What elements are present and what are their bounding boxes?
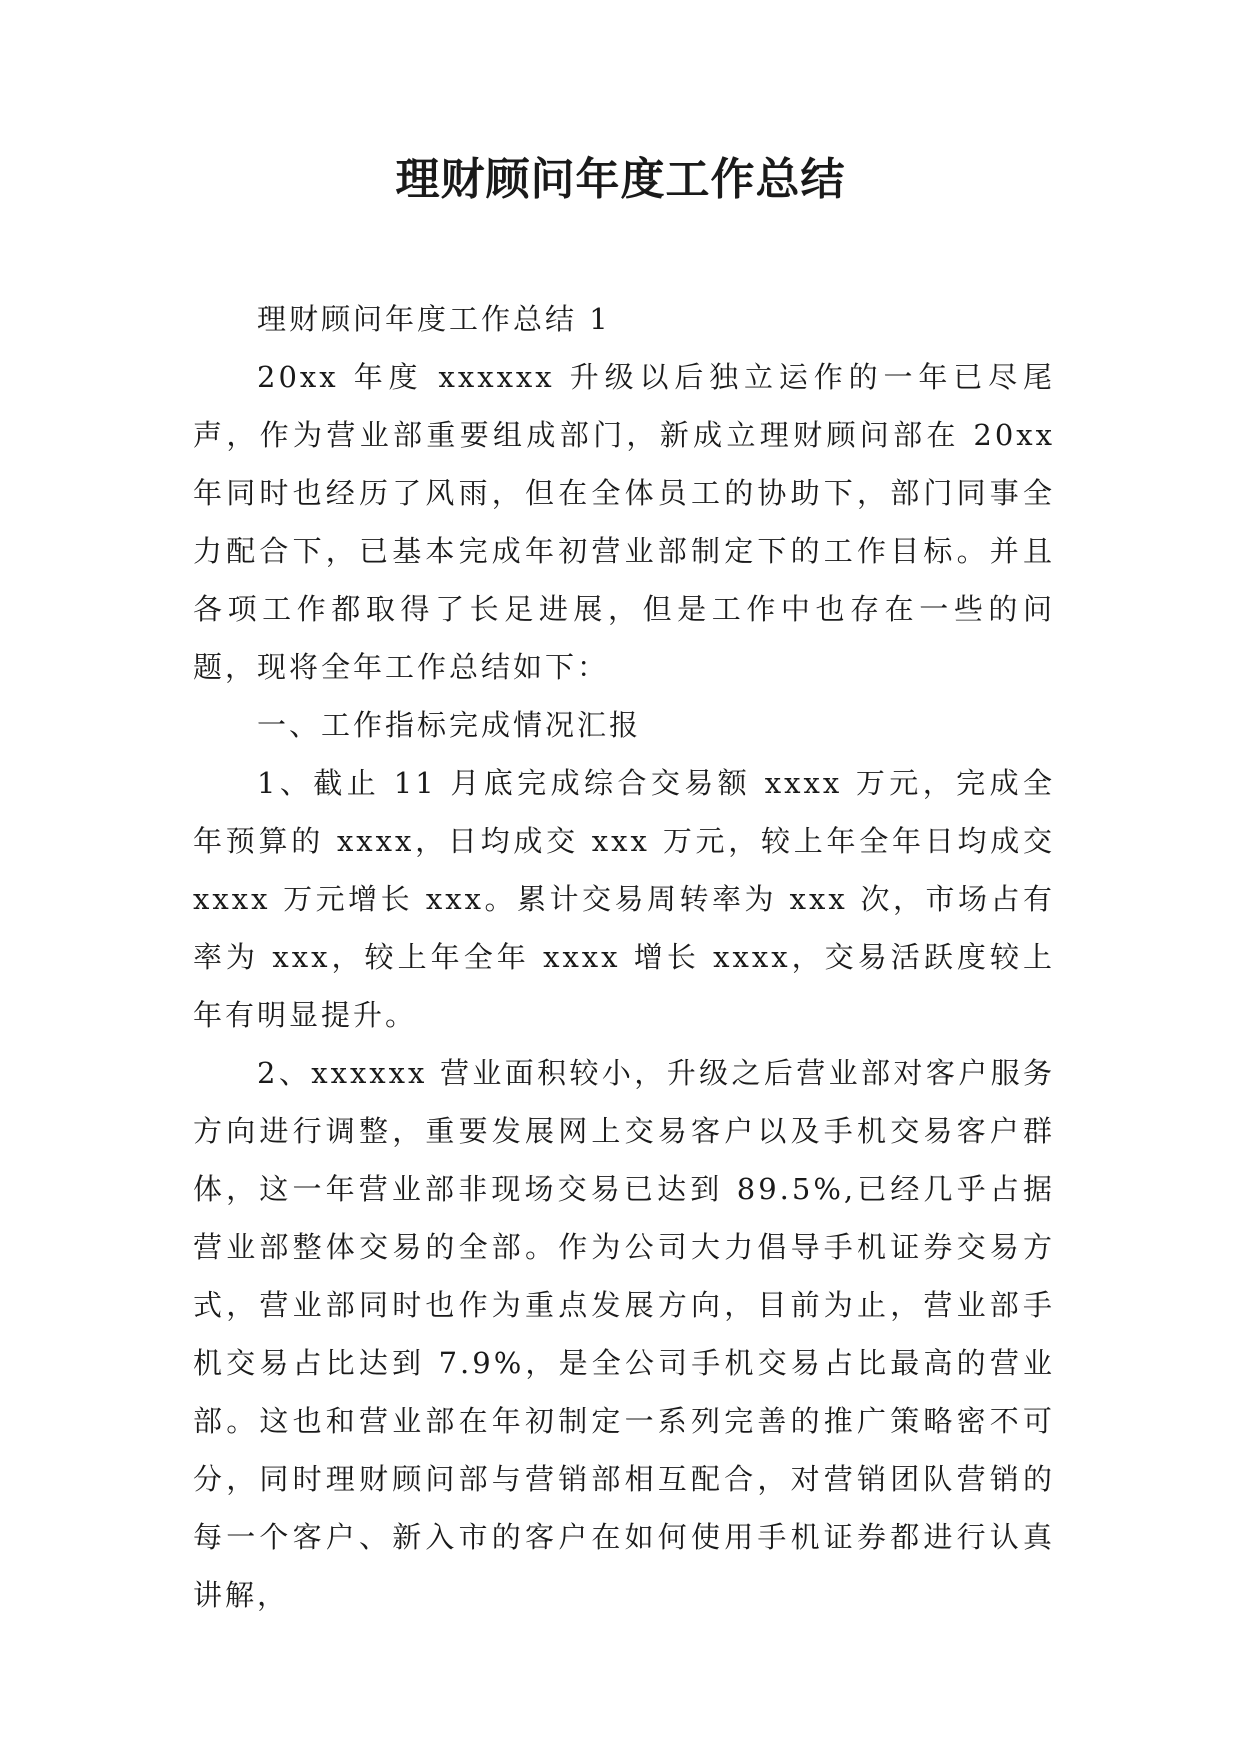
document-body [193,290,1055,1624]
paragraph-item-1: 1、截止 11 月底完成综合交易额 xxxx 万元，完成全年预算的 xxxx，日均成交 xxx 万元，较上年全年日均成交 xxxx 万元增长 xxx。累计交易周转率为 xxx 次，市场占有率为 xxx，较上年全年 xxxx 增长 xxxx，交易活跃度较上年有明显提升。 [193,766,1055,1032]
paragraph-section-heading: 理财顾问年度工作总结 1 [257,302,611,336]
paragraph-heading-indicators: 一、工作指标完成情况汇报 [257,708,642,742]
paragraph-intro: 20xx 年度 xxxxxx 升级以后独立运作的一年已尽尾声，作为营业部重要组成部门，新成立理财顾问部在 20xx 年同时也经历了风雨，但在全体员工的协助下，部门同事全力配合下，已基本完成年初营业部制定下的工作目标。并且各项工作都取得了长足进展，但是工作中也存在一些的问题，现将全年工作总结如下： [193,360,1055,684]
document-title: 理财顾问年度工作总结 [395,154,846,205]
paragraph-item-2: 2、xxxxxx 营业面积较小，升级之后营业部对客户服务方向进行调整，重要发展网上交易客户以及手机交易客户群体，这一年营业部非现场交易已达到 89.5%,已经几乎占据营业部整体交易的全部。作为公司大力倡导手机证券交易方式，营业部同时也作为重点发展方向，目前为止，营业部手机交易占比达到 7.9%，是全公司手机交易占比最高的营业部。这也和营业部在年初制定一系列完善的推广策略密不可分，同时理财顾问部与营销部相互配合，对营销团队营销的每一个客户、新入市的客户在如何使用手机证券都进行认真讲解， [193,1056,1055,1612]
